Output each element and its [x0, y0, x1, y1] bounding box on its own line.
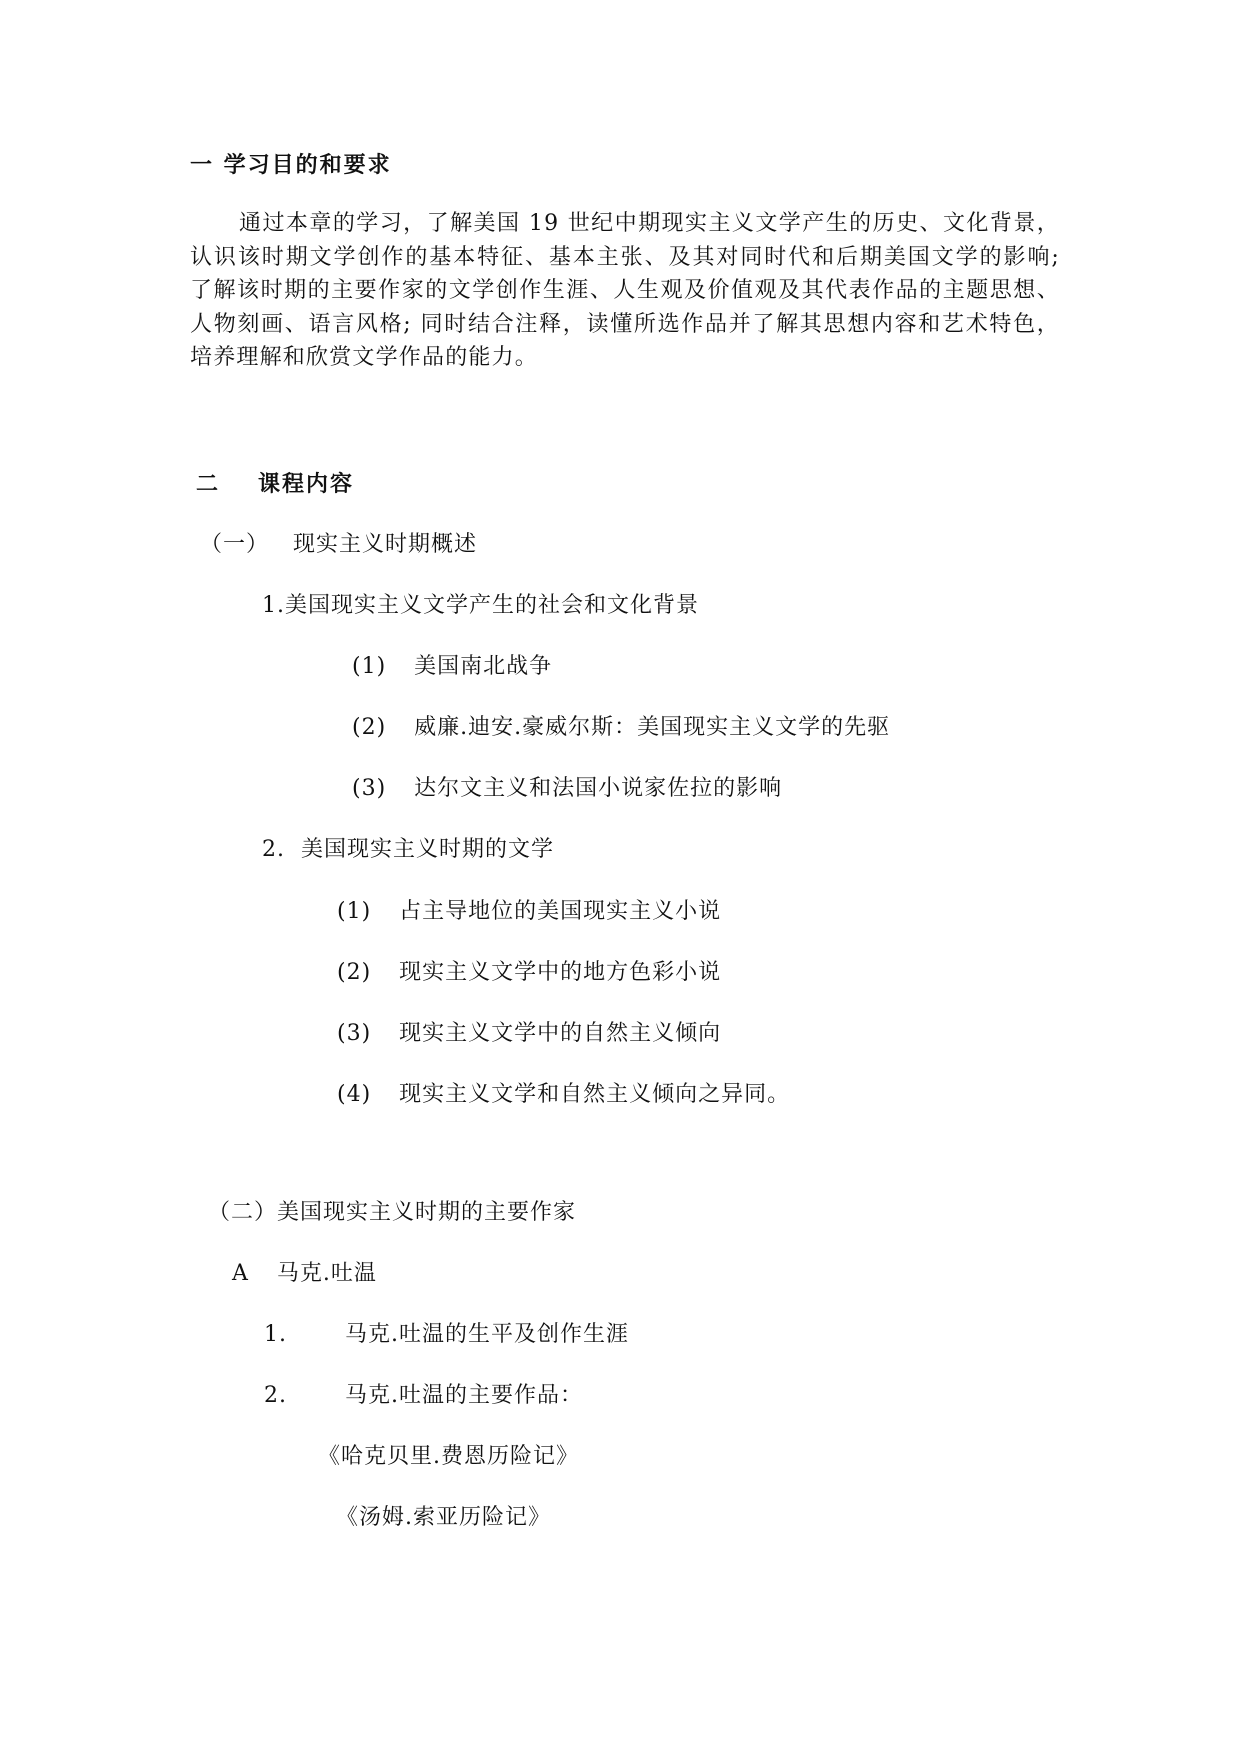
sub-number: (2) — [337, 960, 372, 985]
section-2-heading — [196, 470, 354, 500]
sub-number: (3) — [337, 1021, 372, 1046]
item-2-title: 美国现实主义时期的文学 — [301, 837, 555, 862]
author-item-2 — [264, 1381, 583, 1411]
part-1-label: （一） — [200, 532, 270, 557]
sub-number: (2) — [352, 715, 387, 740]
item-text: 马克.吐温的主要作品： — [345, 1383, 583, 1408]
sub-number: (1) — [352, 654, 387, 679]
sub-text: 占主导地位的美国现实主义小说 — [399, 899, 722, 924]
sub-number: (3) — [352, 776, 387, 801]
section-1-paragraph: 通过本章的学习，了解美国 19 世纪中期现实主义文学产生的历史、文化背景，认识该时期文学创作的基本特征、基本主张、及其对同时代和后期美国文学的影响; 了解该时期的主要作家的文学创作生涯、人生观及价值观及其代表作品的主题思想、人物刻画、语言风格; 同时结合注释，读懂所选作品并了解其思想内容和艺术特色，培养理解和欣赏文学作品的能力。 — [190, 211, 1060, 370]
item-2-sub-4 — [337, 1080, 790, 1110]
part-1-title: 现实主义时期概述 — [293, 532, 478, 557]
item-2-sub-2 — [337, 958, 721, 988]
sub-number: (1) — [337, 899, 372, 924]
item-1-heading: 1.美国现实主义文学产生的社会和文化背景 — [262, 593, 699, 618]
item-2-heading — [262, 835, 554, 865]
author-name: 马克.吐温 — [276, 1261, 377, 1286]
sub-number: (4) — [337, 1082, 372, 1107]
section-2-number: 二 — [196, 472, 221, 497]
item-1-sub-3 — [352, 774, 782, 804]
author-item-1 — [264, 1320, 629, 1350]
sub-text: 现实主义文学和自然主义倾向之异同。 — [399, 1082, 791, 1107]
item-2-number: 2. — [262, 837, 285, 862]
section-1-heading: 一 学习目的和要求 — [190, 153, 392, 178]
author-letter: A — [232, 1261, 249, 1286]
work-title-1: 《哈克贝里.费恩历险记》 — [318, 1444, 579, 1469]
work-title-2: 《汤姆.索亚历险记》 — [336, 1505, 551, 1530]
item-1-sub-1 — [352, 652, 552, 682]
item-2-sub-3 — [337, 1019, 721, 1049]
item-1-sub-2 — [352, 713, 890, 743]
sub-text: 现实主义文学中的地方色彩小说 — [399, 960, 722, 985]
item-number: 1. — [264, 1322, 287, 1347]
part-1-heading — [200, 530, 477, 560]
sub-text: 现实主义文学中的自然主义倾向 — [399, 1021, 722, 1046]
sub-text: 达尔文主义和法国小说家佐拉的影响 — [414, 776, 783, 801]
part-2-heading: （二）美国现实主义时期的主要作家 — [208, 1200, 577, 1225]
item-number: 2. — [264, 1383, 287, 1408]
author-heading — [232, 1259, 377, 1289]
item-2-sub-1 — [337, 897, 721, 927]
item-text: 马克.吐温的生平及创作生涯 — [345, 1322, 629, 1347]
section-2-title: 课程内容 — [258, 472, 355, 497]
sub-text: 威廉.迪安.豪威尔斯：美国现实主义文学的先驱 — [414, 715, 891, 740]
sub-text: 美国南北战争 — [414, 654, 553, 679]
